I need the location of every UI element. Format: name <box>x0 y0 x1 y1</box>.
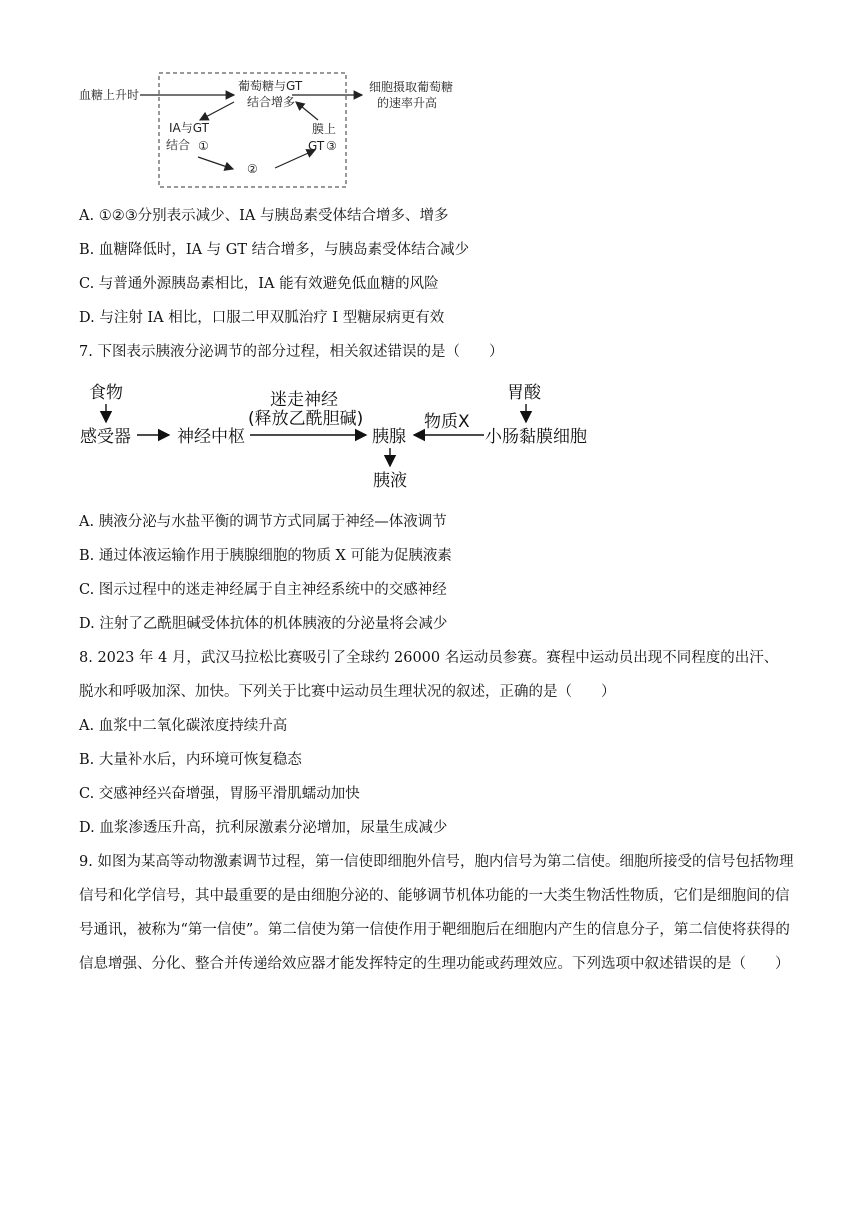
q8-option-b: B. 大量补水后，内环境可恢复稳态 <box>79 752 302 768</box>
intestinal-mucosa-cell-label: 小肠黏膜细胞 <box>485 427 587 447</box>
uptake-rate-line1: 细胞摄取葡萄糖 <box>369 80 454 94</box>
q8-stem-line1: 8. 2023 年 4 月，武汉马拉松比赛吸引了全球约 26000 名运动员参赛。赛程中运动员出现不同程度的出汗、 <box>79 650 779 666</box>
glucose-gt-line2: 结合增多 <box>247 95 296 109</box>
pancreatic-secretion-diagram <box>0 370 860 495</box>
glucose-gt-line1: 葡萄糖与GT <box>238 79 303 93</box>
acetylcholine-label: (释放乙酰胆碱) <box>248 409 364 429</box>
q6-option-a: A. ①②③分别表示减少、IA 与胰岛素受体结合增多、增多 <box>79 208 449 224</box>
blood-sugar-rise-label: 血糖上升时 <box>79 88 140 102</box>
q6-option-c: C. 与普通外源胰岛素相比，IA 能有效避免低血糖的风险 <box>79 276 439 292</box>
q7-option-a: A. 胰液分泌与水盐平衡的调节方式同属于神经—体液调节 <box>79 514 447 530</box>
q9-stem: 9. 如图为某高等动物激素调节过程，第一信使即细胞外信号，胞内信号为第二信使。细胞所接受的信号包括物理信号和化学信号，其中最重要的是由细胞分泌的、能够调节机体功能的一大类生物活性物质，它们是细胞间的信号通讯，被称为“第一信使”。第二信使为第一信使作用于靶细胞后在细胞内产生的信息分子，第二信使将获得的信息增强、分化、整合并传递给效应器才能发挥特定的生理功能或药理效应。下列选项中叙述错误的是（ ） <box>79 854 794 972</box>
q7-option-b: B. 通过体液运输作用于胰腺细胞的物质 X 可能为促胰液素 <box>79 548 452 564</box>
circle-label-1: ① <box>198 139 209 153</box>
gastric-acid-label: 胃酸 <box>507 383 541 403</box>
pancreas-label: 胰腺 <box>372 427 406 447</box>
q7-option-c: C. 图示过程中的迷走神经属于自主神经系统中的交感神经 <box>79 582 447 598</box>
q8-option-c: C. 交感神经兴奋增强，胃肠平滑肌蠕动加快 <box>79 786 360 802</box>
ia-gt-line1: IA与GT <box>169 121 209 135</box>
q8-option-a: A. 血浆中二氧化碳浓度持续升高 <box>79 718 288 734</box>
q7-stem: 7. 下图表示胰液分泌调节的部分过程，相关叙述错误的是（ ） <box>79 344 504 360</box>
arrow-to-2 <box>198 157 233 169</box>
uptake-rate-line2: 的速率升高 <box>377 96 438 110</box>
circle-label-2: ② <box>247 162 258 176</box>
arrow-to-ia <box>200 102 234 120</box>
circle-label-3: ③ <box>326 139 337 153</box>
arrow-back-to-top <box>296 102 318 120</box>
food-label: 食物 <box>89 383 123 403</box>
q6-option-b: B. 血糖降低时，IA 与 GT 结合增多，与胰岛素受体结合减少 <box>79 242 470 258</box>
q6-option-d: D. 与注射 IA 相比，口服二甲双胍治疗 I 型糖尿病更有效 <box>79 310 445 326</box>
nerve-center-label: 神经中枢 <box>177 427 245 447</box>
membrane-line2: GT <box>308 139 325 153</box>
ia-gt-line2: 结合 <box>166 138 191 152</box>
q8-stem-line2: 脱水和呼吸加深、加快。下列关于比赛中运动员生理状况的叙述，正确的是（ ） <box>79 684 616 700</box>
q7-option-d: D. 注射了乙酰胆碱受体抗体的机体胰液的分泌量将会减少 <box>79 616 448 632</box>
insulin-ia-diagram <box>0 60 860 260</box>
substance-x-label: 物质X <box>424 412 470 432</box>
vagus-nerve-label: 迷走神经 <box>270 390 338 410</box>
membrane-line1: 膜上 <box>312 122 337 136</box>
receptor-label: 感受器 <box>80 427 131 447</box>
q8-option-d: D. 血浆渗透压升高，抗利尿激素分泌增加，尿量生成减少 <box>79 820 448 836</box>
pancreatic-juice-label: 胰液 <box>373 471 407 491</box>
